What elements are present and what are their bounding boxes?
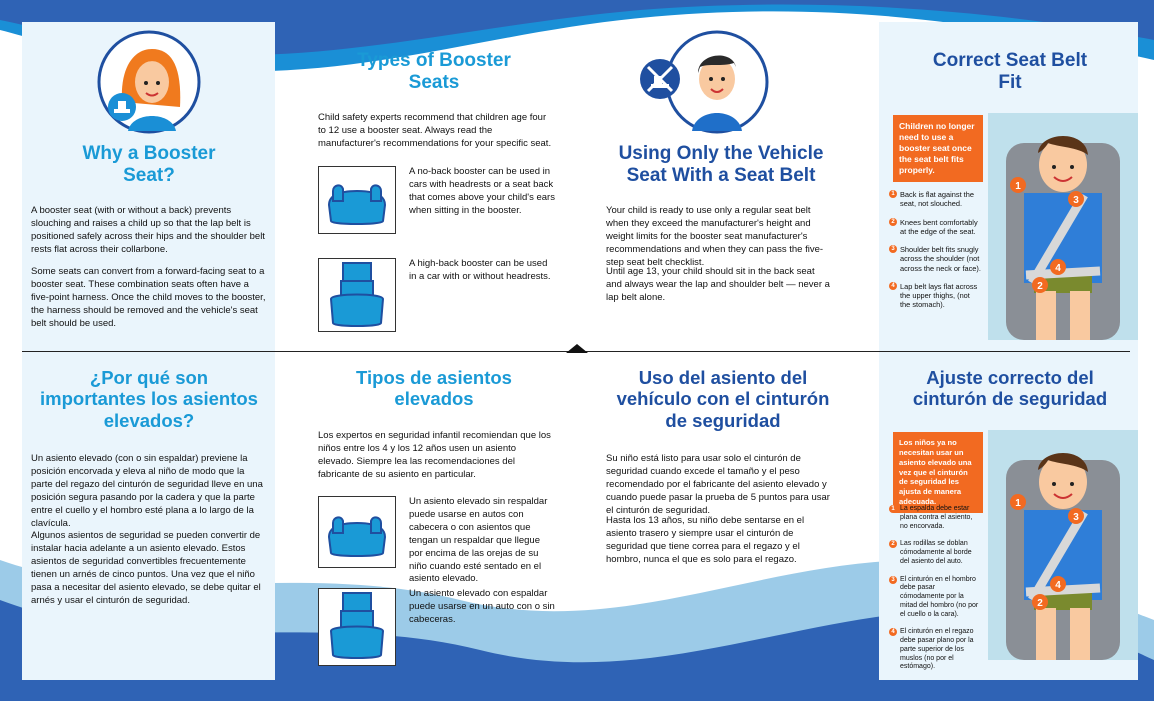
checklist-text: El cinturón en el regazo debe pasar plano por la parte superior de los muslos (no por el estómago). [900,628,974,671]
uso-title: Uso del asiento del vehículo con el cinturón de seguridad [616,367,830,431]
checklist-item [889,218,981,237]
high-back-booster-icon [319,259,395,331]
no-back-booster-icon [319,167,395,233]
vehicle-title: Using Only the Vehicle Seat With a Seat Belt [618,143,824,186]
ajuste-checklist [889,505,981,681]
fit-title: Correct Seat Belt Fit [932,50,1088,93]
checklist-text: La espalda debe estar plana contra el asiento, no encorvada. [900,505,973,530]
fold-marker-icon [566,344,588,353]
marker-4: 4 [889,628,897,636]
sin-respaldar-text: Un asiento elevado sin respaldar puede usarse en autos con cabecera o con asientos que tengan un respaldar que llegue por encima de las orejas de su niño cuando esté sentado en el asiento elevado. [409,496,548,585]
no-booster-icon [638,57,682,101]
svg-text:1: 1 [1015,498,1021,509]
high-back-booster-icon [319,589,395,665]
vehicle-paragraph-2: Until age 13, your child should sit in the back seat and always wear the lap and shoulder belt — never a lap belt alone. [606,266,830,303]
checklist-item [889,540,981,566]
svg-text:4: 4 [1055,580,1061,591]
svg-text:2: 2 [1037,281,1043,292]
marker-3: 3 [889,245,897,253]
ajuste-callout: Los niños ya no necesitan usar un asiento elevado una vez que el cinturón de seguridad les ajusta de manera adecuada. [893,432,983,513]
checklist-item [889,505,981,531]
checklist-item [889,190,981,209]
child-seat-belt-illustration [988,113,1138,340]
marker-3: 3 [889,576,897,584]
por-que-paragraph-1: Un asiento elevado (con o sin espaldar) previene la posición encorvada y eleva al niño de modo que la parte del regazo del cinturón de seguridad lleve en una posición segura pasando por la cadera y que la parte entre el cuello y el hombro esté plana a lo largo de la clavícula. [31,453,263,529]
checklist-item [889,245,981,273]
vehicle-paragraph-1: Your child is ready to use only a regular seat belt when they exceed the manufacturer's height and weight limits for the booster seat manufacturer's recommendations and when they can pass the five-step seat belt checklist. [606,205,824,268]
svg-text:2: 2 [1037,598,1043,609]
tipos-title: Tipos de asientos elevados [356,367,512,410]
uso-paragraph-2: Hasta los 13 años, su niño debe sentarse en el asiento trasero y siempre usar el cinturón de seguridad que tiene correa para el regazo y el hombro, nunca el que es solo para el regazo. [606,515,805,565]
marker-2: 2 [889,218,897,226]
no-back-booster-image [318,166,396,234]
tipos-intro: Los expertos en seguridad infantil recomiendan que los niños entre los 4 y los 12 años usen un asiento elevado. Siempre lea las recomendaciones del fabricante de su asiento en particular. [318,430,551,480]
checklist-item [889,628,981,672]
checklist-text: Shoulder belt fits snugly across the shoulder (not across the neck or face). [900,245,981,273]
child-in-seat-icon [988,430,1138,660]
por-que-title: ¿Por qué son importantes los asientos elevados? [40,367,258,431]
svg-text:4: 4 [1055,263,1061,274]
no-back-booster-text: A no-back booster can be used in cars with headrests or a seat back that comes above your child's ears when sitting in the booster. [409,166,555,216]
child-in-seat-icon [988,113,1138,340]
fit-callout: Children no longer need to use a booster seat once the seat belt fits properly. [893,115,983,182]
svg-text:3: 3 [1073,512,1079,523]
checklist-text: Las rodillas se doblan cómodamente al borde del asiento del auto. [900,540,972,565]
sin-respaldar-image [318,496,396,568]
girl-avatar-icon [94,27,204,137]
high-back-booster-text: A high-back booster can be used in a car with or without headrests. [409,258,551,282]
types-intro: Child safety experts recommend that children age four to 12 use a booster seat. Always read the manufacturer's recommendations for your specific seat. [318,112,552,149]
types-title: Types of Booster Seats [357,50,511,93]
uso-paragraph-1: Su niño está listo para usar solo el cinturón de seguridad cuando excede el tamaño y el peso recomendado por el fabricante del asiento elevado y cuando puede pasar la prueba de 5 puntos para usar el cinturón de seguridad. [606,453,830,516]
con-espaldar-image [318,588,396,666]
no-back-booster-icon [319,497,395,567]
svg-text:3: 3 [1073,195,1079,206]
con-espaldar-text: Un asiento elevado con espaldar puede usarse en un auto con o sin cabeceras. [409,588,555,625]
marker-4: 4 [889,282,897,290]
why-title: Why a Booster Seat? [82,143,216,186]
checklist-text: Lap belt lays flat across the upper thighs, (not the stomach). [900,281,978,310]
svg-text:1: 1 [1015,181,1021,192]
fit-checklist [889,190,981,319]
por-que-paragraph-2: Algunos asientos de seguridad se pueden convertir de instalar hacia adelante a un asiento elevado. Estos asientos de seguridad convertibles frecuentemente tienen un arnés de cinco puntos. Una vez que el niño pasa a necesitar del asiento elevado, se debe quitar el arnés y usar el cinturón de seguridad. [31,530,261,606]
checklist-text: Knees bent comfortably at the edge of the seat. [900,217,978,236]
marker-1: 1 [889,190,897,198]
checklist-text: El cinturón en el hombro debe pasar cómodamente por la mitad del hombro (no por el cuello o la cara). [900,575,979,618]
why-paragraph-1: A booster seat (with or without a back) prevents slouching and raises a child up so that the lap belt is positioned safely across their hips and the shoulder belt rests flat across their collarbone. [31,205,265,255]
checklist-text: Back is flat against the seat, not slouched. [900,190,974,209]
checklist-item [889,282,981,310]
checklist-item [889,576,981,620]
ajuste-title: Ajuste correcto del cinturón de seguridad [912,367,1108,410]
child-seat-belt-illustration-es [988,430,1138,660]
high-back-booster-image [318,258,396,332]
why-paragraph-2: Some seats can convert from a forward-facing seat to a booster seat. These combination seats often have a five-point harness. Once the child moves to the booster, the harness should be removed and the vehicle's seat belt should be used. [31,266,266,329]
marker-2: 2 [889,540,897,548]
marker-1: 1 [889,505,897,513]
